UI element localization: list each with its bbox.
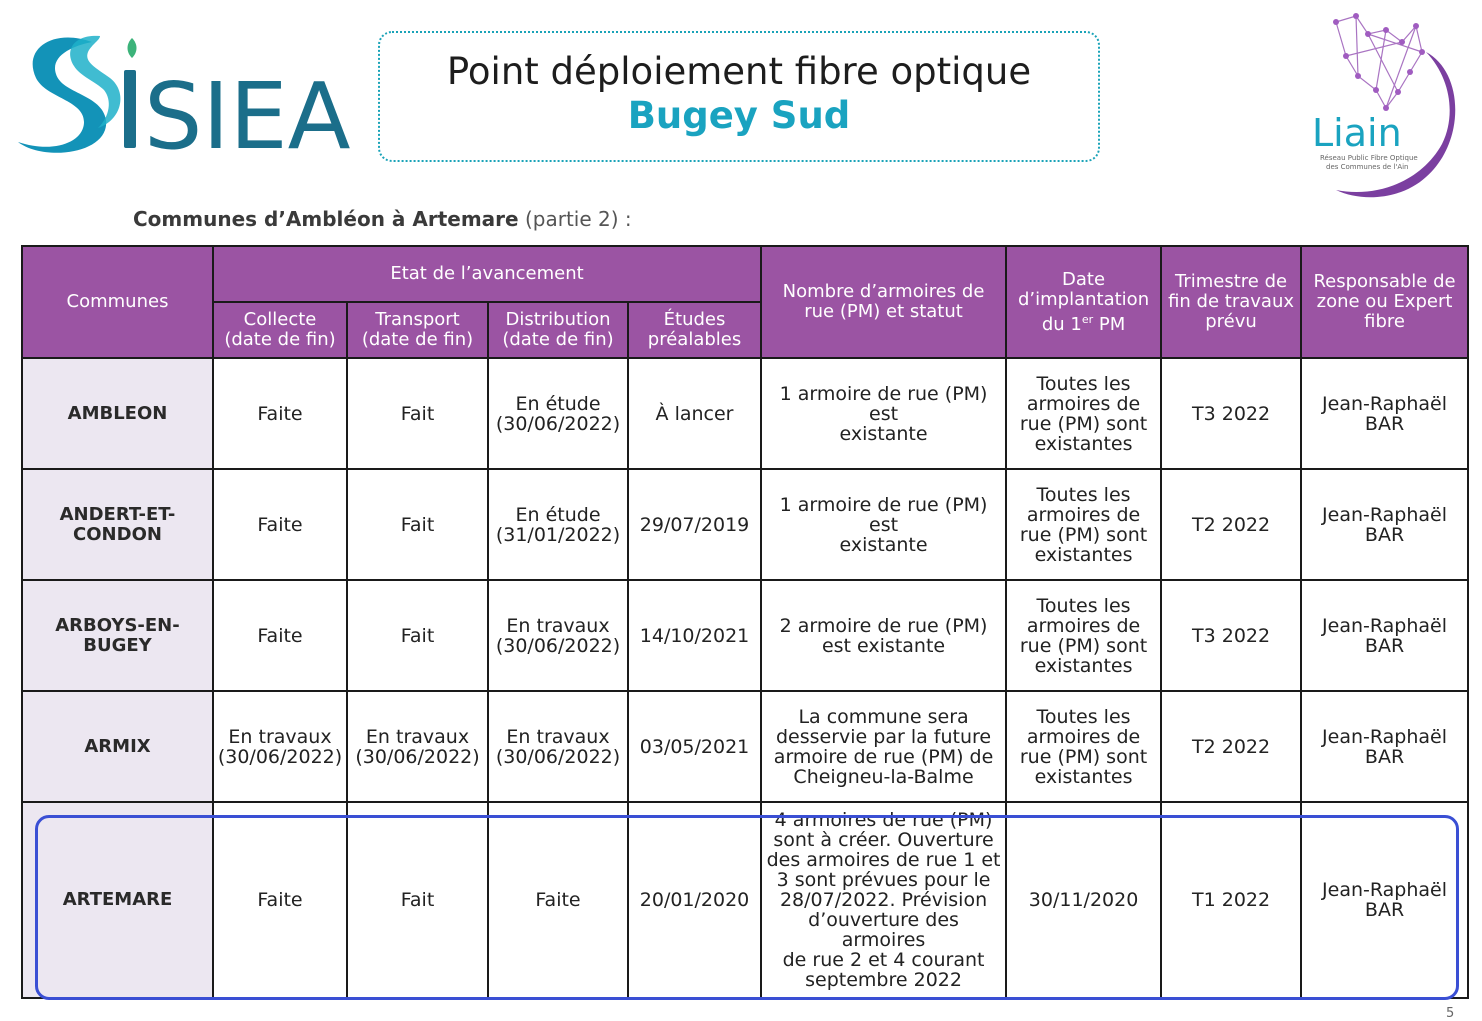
cell-etudes: 20/01/2020 [628,802,761,998]
header-communes: Communes [22,246,213,358]
liain-logo-text: Liain [1312,111,1402,155]
cell-etudes: 14/10/2021 [628,580,761,691]
header-trimestre: Trimestre de fin de travaux prévu [1161,246,1301,358]
header-distribution: Distribution (date de fin) [488,302,628,358]
cell-date-impl: Toutes les armoires de rue (PM) sont existantes [1006,580,1161,691]
cell-collecte: Faite [213,580,347,691]
cell-commune: ARBOYS-EN- BUGEY [22,580,213,691]
cell-armoires: 2 armoire de rue (PM) est existante [761,580,1006,691]
table-row [22,802,1468,998]
cell-transport: Fait [347,802,488,998]
header-date-implantation: Date d’implantation du 1er PM [1006,246,1161,358]
cell-distribution: En travaux (30/06/2022) [488,691,628,802]
cell-distribution: En étude (30/06/2022) [488,358,628,469]
cell-distribution: Faite [488,802,628,998]
page-title: Point déploiement fibre optique [446,49,1032,93]
cell-commune: ARTEMARE [22,802,213,998]
table-body [22,358,1468,998]
table-row [22,691,1468,802]
cell-responsable: Jean-Raphaël BAR [1301,358,1468,469]
cell-trimestre: T3 2022 [1161,358,1301,469]
cell-date-impl: 30/11/2020 [1006,802,1161,998]
cell-transport: Fait [347,358,488,469]
cell-collecte: Faite [213,469,347,580]
section-subtitle-light: (partie 2) : [518,207,632,231]
header-responsable: Responsable de zone ou Expert fibre [1301,246,1468,358]
cell-armoires: 1 armoire de rue (PM) est existante [761,469,1006,580]
cell-collecte: Faite [213,358,347,469]
table-row [22,469,1468,580]
siea-logo-text: SIEA [144,63,351,170]
page-subtitle-region: Bugey Sud [627,93,851,137]
cell-responsable: Jean-Raphaël BAR [1301,469,1468,580]
header-etudes: Études préalables [628,302,761,358]
liain-logo [1306,12,1466,202]
cell-responsable: Jean-Raphaël BAR [1301,580,1468,691]
cell-date-impl: Toutes les armoires de rue (PM) sont existantes [1006,691,1161,802]
liain-tagline-1: Réseau Public Fibre Optique [1320,154,1418,162]
cell-commune: ANDERT-ET- CONDON [22,469,213,580]
table-row [22,580,1468,691]
cell-trimestre: T3 2022 [1161,580,1301,691]
cell-etudes: À lancer [628,358,761,469]
table-row [22,358,1468,469]
liain-tagline-2: des Communes de l'Ain [1326,163,1409,171]
header-collecte: Collecte (date de fin) [213,302,347,358]
cell-trimestre: T2 2022 [1161,691,1301,802]
cell-armoires: 4 armoires de rue (PM) sont à créer. Ouverture des armoires de rue 1 et 3 sont prévues pour le 28/07/2022. Prévision d’ouverture des armoires de rue 2 et 4 courant septembre 2022 [761,802,1006,998]
header-armoires: Nombre d’armoires de rue (PM) et statut [761,246,1006,358]
cell-transport: Fait [347,469,488,580]
cell-trimestre: T2 2022 [1161,469,1301,580]
cell-date-impl: Toutes les armoires de rue (PM) sont existantes [1006,358,1161,469]
cell-distribution: En travaux (30/06/2022) [488,580,628,691]
cell-responsable: Jean-Raphaël BAR [1301,691,1468,802]
cell-responsable: Jean-Raphaël BAR [1301,802,1468,998]
header-transport: Transport (date de fin) [347,302,488,358]
cell-collecte: Faite [213,802,347,998]
cell-armoires: La commune sera desservie par la future armoire de rue (PM) de Cheigneu-la-Balme [761,691,1006,802]
cell-distribution: En étude (31/01/2022) [488,469,628,580]
cell-transport: Fait [347,580,488,691]
cell-commune: AMBLEON [22,358,213,469]
deployment-table [21,245,1469,999]
siea-logo [14,30,351,170]
cell-transport: En travaux (30/06/2022) [347,691,488,802]
cell-trimestre: T1 2022 [1161,802,1301,998]
cell-etudes: 03/05/2021 [628,691,761,802]
header-etat-avancement: Etat de l’avancement [213,246,761,302]
page-number: 5 [1446,1006,1455,1021]
cell-armoires: 1 armoire de rue (PM) est existante [761,358,1006,469]
title-box [378,31,1100,162]
cell-date-impl: Toutes les armoires de rue (PM) sont existantes [1006,469,1161,580]
cell-collecte: En travaux (30/06/2022) [213,691,347,802]
cell-commune: ARMIX [22,691,213,802]
cell-etudes: 29/07/2019 [628,469,761,580]
section-subtitle [133,207,632,231]
section-subtitle-bold: Communes d’Ambléon à Artemare [133,207,519,231]
